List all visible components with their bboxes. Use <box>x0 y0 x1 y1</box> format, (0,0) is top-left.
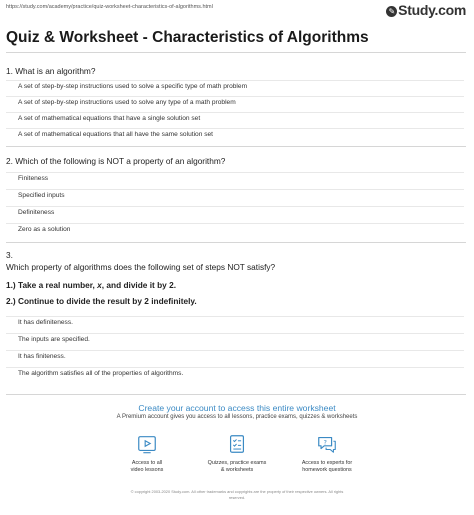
option-text: Definiteness <box>18 209 55 216</box>
option-text: Specified inputs <box>18 192 65 199</box>
study-logo[interactable] <box>386 2 466 18</box>
option-text: A set of mathematical equations that all have the same solution set <box>18 131 213 138</box>
question-divider <box>6 242 466 243</box>
feature-video-lessons <box>102 433 192 474</box>
question-divider <box>6 146 466 147</box>
feature-label-line: & worksheets <box>220 467 254 473</box>
footer-line: reserved. <box>228 495 246 500</box>
promo-divider <box>6 394 466 395</box>
feature-label-line: video lessons <box>130 467 164 473</box>
option-text: It has definiteness. <box>18 319 73 326</box>
create-account-link[interactable]: Create your account to access this entire worksheet <box>138 403 336 413</box>
question-1-option-4 <box>6 128 464 142</box>
question-3-heading: Which property of algorithms does the following set of steps NOT satisfy? <box>6 262 276 272</box>
question-3-option-1 <box>6 316 464 330</box>
quiz-worksheet-icon <box>226 433 248 455</box>
question-3-step-1 <box>6 280 176 290</box>
study-logo-icon: ✎ <box>386 6 397 17</box>
option-text: A set of step-by-step instructions used to solve a specific type of math problem <box>18 83 248 90</box>
feature-label-line: homework questions <box>302 467 352 473</box>
option-text: The algorithm satisfies all of the properties of algorithms. <box>18 370 184 377</box>
option-text: The inputs are specified. <box>18 336 90 343</box>
copyright-footer <box>70 489 404 501</box>
expert-chat-icon <box>316 433 338 455</box>
video-lesson-icon <box>136 433 158 455</box>
logo-text: Study.com <box>398 2 466 18</box>
footer-line: © copyright 2003-2020 Study.com. All other trademarks and copyrights are the property of their respective owners. All rights <box>130 489 344 494</box>
feature-experts <box>282 433 372 474</box>
feature-label-line: Quizzes, practice exams <box>207 460 267 466</box>
promo-subtitle: A Premium account gives you access to all lessons, practice exams, quizzes & worksheets <box>116 414 358 420</box>
question-2-heading: 2. Which of the following is NOT a property of an algorithm? <box>6 156 226 166</box>
question-2-option-2 <box>6 189 464 203</box>
question-3-option-4 <box>6 367 464 381</box>
question-3-option-3 <box>6 350 464 364</box>
step-1-text: 1.) Take a real number, <box>6 280 98 290</box>
option-text: A set of step-by-step instructions used to solve any type of a math problem <box>18 99 236 106</box>
question-2-option-1 <box>6 172 464 186</box>
option-text: Finiteness <box>18 175 49 182</box>
feature-label-line: Access to experts for <box>301 460 353 466</box>
page-url[interactable]: https://study.com/academy/practice/quiz-worksheet-characteristics-of-algorithms.html <box>6 4 213 10</box>
question-3-number: 3. <box>6 250 13 260</box>
feature-quizzes <box>192 433 282 474</box>
option-text: Zero as a solution <box>18 226 71 233</box>
option-text: A set of mathematical equations that have a single solution set <box>18 115 201 122</box>
page-title: Quiz & Worksheet - Characteristics of Algorithms <box>6 29 369 46</box>
question-2-option-3 <box>6 206 464 220</box>
svg-text:?: ? <box>323 438 327 447</box>
question-1-option-3 <box>6 112 464 126</box>
feature-label-line: Access to all <box>131 460 163 466</box>
question-2-option-4 <box>6 223 464 237</box>
question-3-option-2 <box>6 333 464 347</box>
title-divider <box>6 52 466 53</box>
feature-label <box>102 460 192 474</box>
step-1-text-end: , and divide it by 2. <box>101 280 177 290</box>
question-1-heading: 1. What is an algorithm? <box>6 66 96 76</box>
variable-x: x <box>97 280 102 290</box>
feature-label <box>282 460 372 474</box>
feature-label <box>192 460 282 474</box>
question-1-option-1 <box>6 80 464 94</box>
top-bar <box>0 0 474 20</box>
question-3-step-2: 2.) Continue to divide the result by 2 indefinitely. <box>6 296 197 306</box>
question-1-option-2 <box>6 96 464 110</box>
option-text: It has finiteness. <box>18 353 66 360</box>
